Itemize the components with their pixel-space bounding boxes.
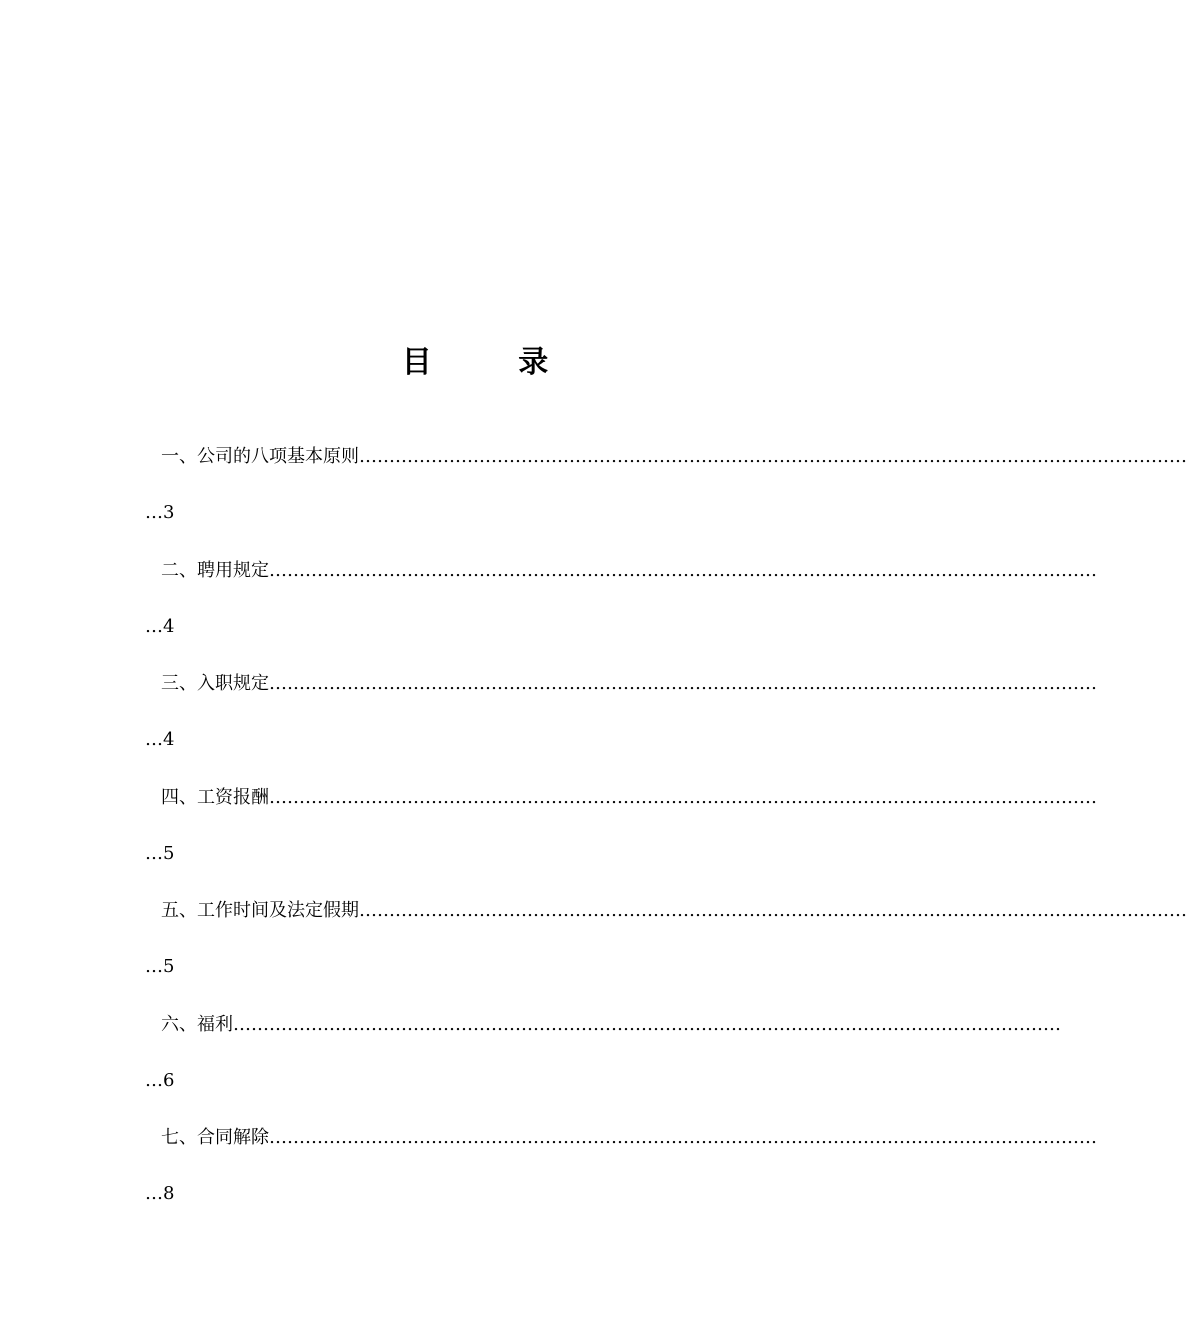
toc-entry-page: 5	[163, 842, 175, 864]
table-of-contents	[145, 440, 1187, 1235]
toc-entry-page: 5	[163, 956, 175, 977]
toc-entry-page: 8	[163, 1183, 175, 1204]
toc-entry[interactable]: 四、工资报酬 ………………………………………………………………………………………………………………………… …5	[145, 781, 805, 895]
toc-entry-page: 3	[163, 502, 175, 523]
toc-dot-leader: …………………………………………………………………………………………………………………………	[233, 1013, 1061, 1035]
toc-entry-page: 4	[163, 615, 175, 637]
toc-dot-leader: …………………………………………………………………………………………………………………………	[269, 559, 1097, 581]
toc-entry-label: 四、工资报酬	[161, 786, 269, 808]
toc-entry-label: 五、工作时间及法定假期	[161, 900, 359, 921]
toc-dot-leader: …………………………………………………………………………………………………………………………	[359, 900, 1187, 921]
toc-dot-leader: …………………………………………………………………………………………………………………………	[269, 673, 1097, 694]
toc-entry-label: 七、合同解除	[161, 1127, 269, 1148]
toc-entry[interactable]: 五、工作时间及法定假期 ………………………………………………………………………………………………………………………… …5	[145, 894, 805, 1008]
toc-title: 目 录	[401, 345, 587, 380]
toc-entry[interactable]: 六、福利 ………………………………………………………………………………………………………………………… …6	[145, 1008, 805, 1122]
toc-entry-label: 六、福利	[161, 1013, 233, 1035]
toc-dot-leader: …………………………………………………………………………………………………………………………	[269, 786, 1097, 808]
toc-entry-page: 6	[163, 1069, 175, 1091]
toc-entry[interactable]: 七、合同解除 ………………………………………………………………………………………………………………………… …8	[145, 1121, 805, 1235]
toc-dot-leader: …………………………………………………………………………………………………………………………	[359, 446, 1187, 467]
toc-entry[interactable]: 三、入职规定 ………………………………………………………………………………………………………………………… …4	[145, 667, 805, 781]
toc-dot-leader: …………………………………………………………………………………………………………………………	[269, 1127, 1097, 1148]
toc-entry-label: 一、公司的八项基本原则	[161, 446, 359, 467]
toc-entry-label: 三、入职规定	[161, 673, 269, 694]
toc-entry[interactable]: 二、聘用规定 ………………………………………………………………………………………………………………………… …4	[145, 554, 805, 668]
toc-entry-label: 二、聘用规定	[161, 559, 269, 581]
toc-entry[interactable]: 一、公司的八项基本原则 ………………………………………………………………………………………………………………………… …3	[145, 440, 805, 554]
toc-entry-page: 4	[163, 729, 175, 750]
